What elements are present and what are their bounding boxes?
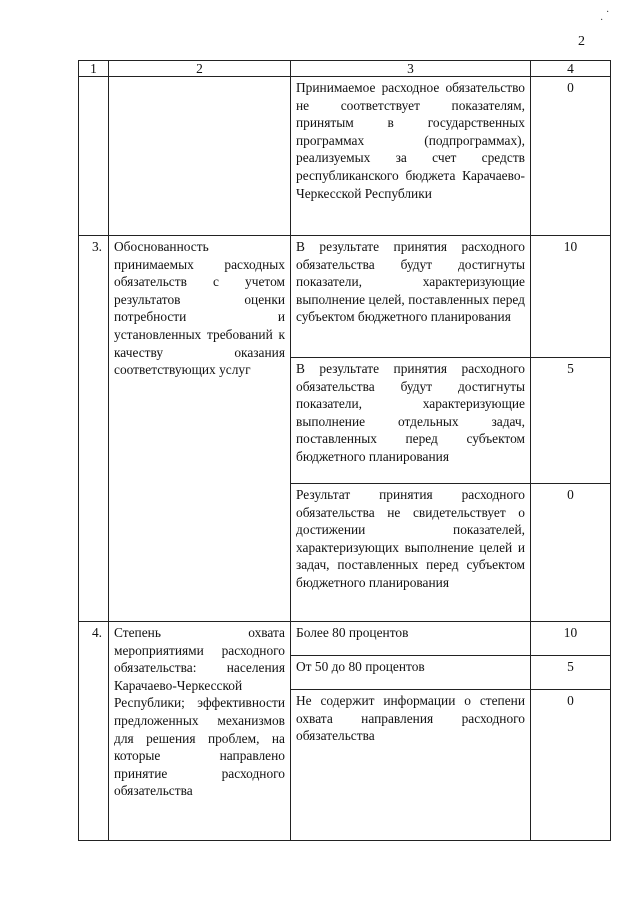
option-score: 0 [531,484,611,622]
option-text: Более 80 процентов [291,622,531,656]
option-text: Результат принятия расходного обязательства не свидетельствует о достижении показателей, характеризующих выполнение целей и задач, поставленных перед субъектом бюджетного планирования [291,484,531,622]
option-text: В результате принятия расходного обязательства будут достигнуты показатели, характеризующие выполнение отдельных задач, поставленных перед субъектом бюджетного планирования [291,358,531,484]
scan-speck: · [606,7,610,18]
header-col-3: 3 [291,61,531,77]
header-col-4: 4 [531,61,611,77]
header-col-1: 1 [79,61,109,77]
scan-speck: · [600,15,604,26]
page-number: 2 [578,34,585,49]
row-number-cell [79,77,109,236]
table-row [79,236,611,358]
table-row [79,77,611,236]
criterion-cell [109,77,291,236]
option-text: Принимаемое расходное обязательство не соответствует показателям, принятым в государственных программах (подпрограммах), реализуемых за счет средств республиканского бюджета Карачаево-Черкесской Республики [291,77,531,236]
option-text: В результате принятия расходного обязательства будут достигнуты показатели, характеризующие выполнение целей, поставленных перед субъектом бюджетного планирования [291,236,531,358]
option-score: 10 [531,236,611,358]
option-text: От 50 до 80 процентов [291,656,531,690]
criterion-number: 4. [79,622,109,841]
option-score: 0 [531,690,611,841]
table-row [79,622,611,656]
header-col-2: 2 [109,61,291,77]
criterion-number: 3. [79,236,109,622]
criteria-table [78,60,611,841]
option-score: 5 [531,656,611,690]
criterion-title: Степень охвата мероприятиями расходного обязательства: населения Карачаево-Черкесской Республики; эффективности предложенных механизмов для решения проблем, на которые направлено принятие расходного обязательства [109,622,291,841]
criterion-title: Обоснованность принимаемых расходных обязательств с учетом результатов оценки потребности и установленных требований к качеству оказания соответствующих услуг [109,236,291,622]
option-text: Не содержит информации о степени охвата направления расходного обязательства [291,690,531,841]
option-score: 10 [531,622,611,656]
option-score: 0 [531,77,611,236]
header-row [79,61,611,77]
option-score: 5 [531,358,611,484]
